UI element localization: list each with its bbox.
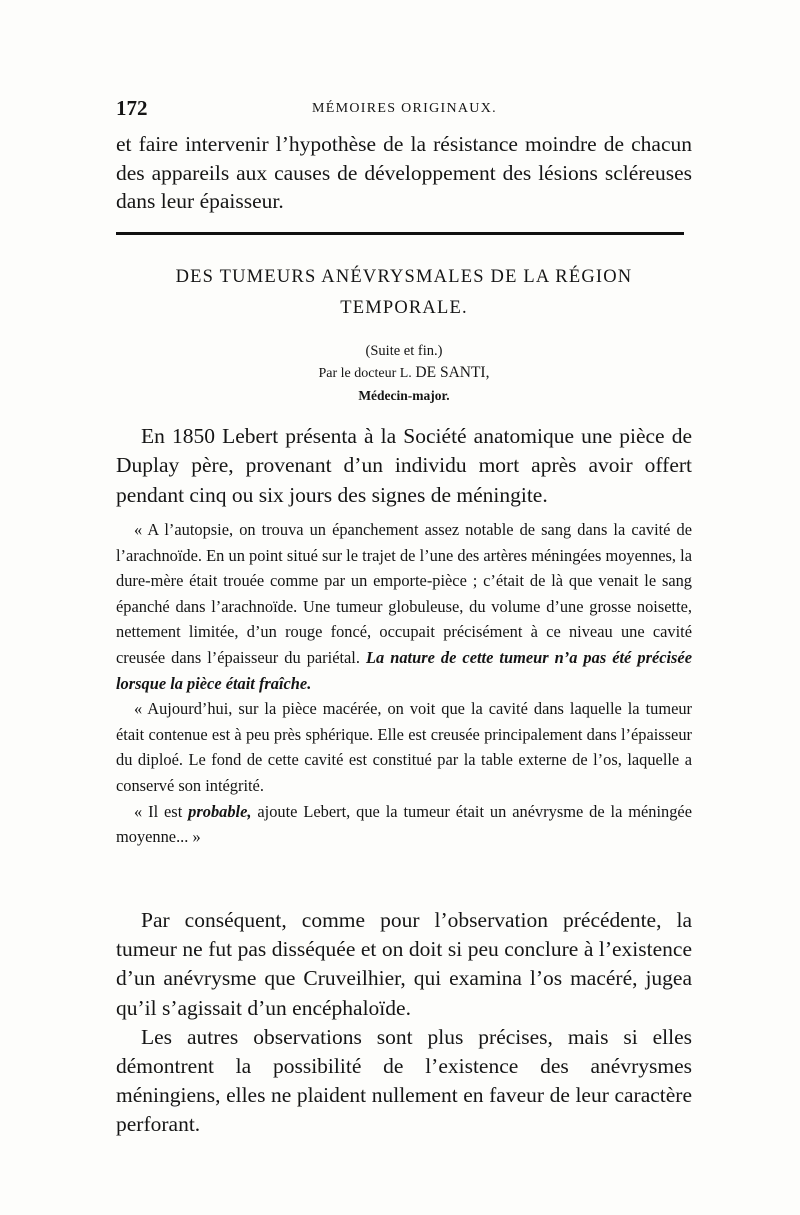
quote-text: « A l’autopsie, on trouva un épanchement assez notable de sang dans la cavité de l’arachnoïde. En un point situé sur le trajet de l’une des artères méningées moyennes, la dure-mère était trouée comme par un emporte-pièce ; c’était de là que venait le sang épanché dans l’arachnoïde. Une tumeur globuleuse, du volume d’une grosse noisette, nettement limitée, d’un rouge foncé, occupait précisément à ce niveau une cavité creusée dans l’épaisseur du pariétal. xyxy=(116,520,692,667)
author-rank: Médecin-major. xyxy=(358,388,450,403)
article-title-line2: TEMPORALE. xyxy=(340,298,468,318)
author-name: DE SANTI, xyxy=(415,364,490,381)
quote-paragraph-2: « Aujourd’hui, sur la pièce macérée, on voit que la cavité dans laquelle la tumeur était contenue est à peu près sphérique. Elle est creusée principalement dans l’épaisseur du diploé. Le fond de cette cavité est constitué par la table externe de l’os, laquelle a conservé son intégrité. xyxy=(116,699,692,795)
quote-paragraph-3 xyxy=(116,799,692,850)
quote-text: ajoute Lebert, que la tumeur était un anévrysme de la méningée moyenne... » xyxy=(116,801,692,847)
quote-text: « Il est xyxy=(134,801,183,821)
section-divider xyxy=(116,232,684,235)
author-prefix: Par le docteur L. xyxy=(318,366,412,381)
body-paragraph-1 xyxy=(116,422,692,510)
article-title-line1: DES TUMEURS ANÉVRYSMALES DE LA RÉGION xyxy=(175,267,633,287)
paragraph-text: En 1850 Lebert présenta à la Société anatomique une pièce de Duplay père, provenant d’un individu mort après avoir offert pendant cinq ou six jours des signes de méningite. xyxy=(116,424,692,507)
intro-paragraph xyxy=(116,130,692,216)
body-paragraph-3: Les autres observations sont plus précises, mais si elles démontrent la possibilité de l’existence des anévrysmes méningiens, elles ne plaident nullement en faveur de leur caractère perforant. xyxy=(116,1024,692,1137)
running-head xyxy=(112,96,692,126)
page-number: 172 xyxy=(116,96,148,120)
article-continuation: (Suite et fin.) xyxy=(365,343,443,359)
quote-italic-text: La nature de cette tumeur n’a pas été précisée lorsque la pièce était fraîche. xyxy=(116,647,692,693)
body-paragraphs-final xyxy=(116,906,692,1140)
quote-italic-text: probable, xyxy=(188,801,252,821)
article-title xyxy=(116,262,692,324)
article-byline xyxy=(116,340,692,407)
body-paragraph-2: Par conséquent, comme pour l’observation précédente, la tumeur ne fut pas disséquée et on doit si peu conclure à l’existence d’un anévrysme que Cruveilhier, qui examina l’os macéré, jugea qu’il s’agissait d’un encéphaloïde. xyxy=(116,908,692,1020)
quote-paragraph-1 xyxy=(116,517,692,696)
running-title: MÉMOIRES ORIGINAUX. xyxy=(312,101,497,116)
article-author xyxy=(116,362,692,385)
quotation xyxy=(116,517,692,850)
intro-text: et faire intervenir l’hypothèse de la résistance moindre de chacun des appareils aux causes de développement des lésions scléreuses dans leur épaisseur. xyxy=(116,132,692,214)
